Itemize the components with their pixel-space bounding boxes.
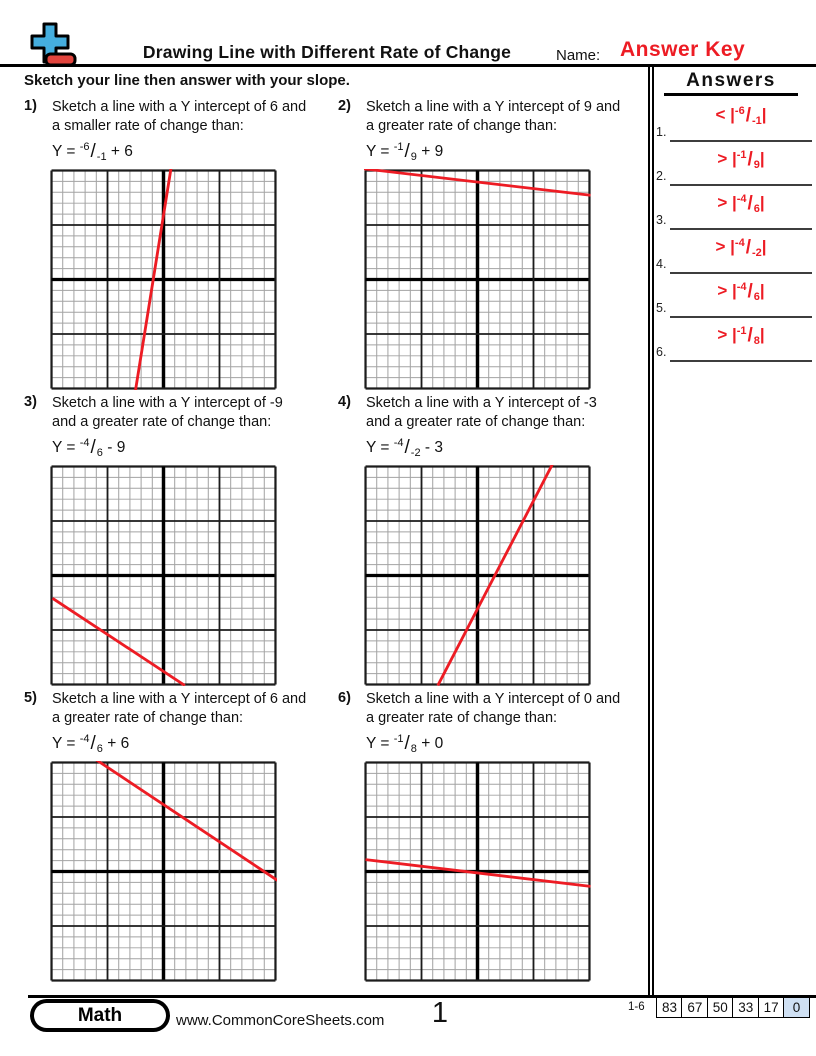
- fraction-slash: /: [747, 281, 753, 302]
- coordinate-grid: [364, 465, 591, 686]
- equation: [52, 141, 336, 166]
- score-strip: [656, 997, 810, 1018]
- score-box: 67: [681, 997, 708, 1018]
- problem-text-line2: and a greater rate of change than:: [52, 414, 272, 430]
- equation-denominator: 6: [96, 743, 103, 755]
- answer-row: [654, 324, 812, 362]
- problem-text-line1: Sketch a line with a Y intercept of 6 and: [52, 99, 307, 115]
- problem-text-line2: and a greater rate of change than:: [366, 414, 586, 430]
- answer-suffix: |: [759, 281, 765, 300]
- answer-numerator: -4: [736, 281, 747, 293]
- problem-text-line1: Sketch a line with a Y intercept of -9: [52, 395, 283, 411]
- equation-suffix: - 3: [420, 439, 443, 456]
- answer-underline: [670, 184, 812, 186]
- fraction-slash: /: [404, 141, 410, 162]
- fraction-slash: /: [90, 437, 96, 458]
- problem-number: 1): [24, 98, 37, 114]
- problem-text: [52, 394, 336, 432]
- coordinate-grid: [50, 169, 277, 390]
- answer-denominator: 6: [753, 291, 760, 303]
- name-label: Name:: [556, 47, 601, 64]
- problem-text-line1: Sketch a line with a Y intercept of 0 and: [366, 691, 621, 707]
- equation-suffix: + 6: [106, 143, 133, 160]
- equation: [52, 733, 336, 758]
- answer-suffix: |: [761, 105, 767, 124]
- answer-numerator: -4: [734, 237, 745, 249]
- equation-prefix: Y =: [366, 439, 394, 456]
- answer-prefix: > |: [717, 149, 737, 168]
- problem-text: [366, 690, 650, 728]
- answer-row: [654, 148, 812, 186]
- answer-denominator: 6: [753, 203, 760, 215]
- fraction-slash: /: [90, 141, 96, 162]
- equation-prefix: Y =: [366, 143, 394, 160]
- answer-number: 6.: [656, 345, 667, 359]
- equation-numerator: -1: [393, 141, 404, 153]
- fraction-slash: /: [747, 325, 753, 346]
- instructions-text: Sketch your line then answer with your slope.: [24, 72, 350, 89]
- answer-suffix: |: [759, 149, 765, 168]
- equation-prefix: Y =: [366, 735, 394, 752]
- equation-prefix: Y =: [52, 143, 80, 160]
- problem-3: [24, 394, 336, 686]
- problem-number: 6): [338, 690, 351, 706]
- answer-numerator: -1: [736, 149, 747, 161]
- answer-number: 3.: [656, 213, 667, 227]
- answer-number: 4.: [656, 257, 667, 271]
- problem-text: [366, 394, 650, 432]
- problem-text: [52, 690, 336, 728]
- problem-4: [338, 394, 650, 686]
- answer-number: 2.: [656, 169, 667, 183]
- problem-text-line1: Sketch a line with a Y intercept of -3: [366, 395, 597, 411]
- fraction-slash: /: [747, 149, 753, 170]
- score-range-label: 1-6: [628, 1001, 645, 1013]
- equation-numerator: -1: [393, 733, 404, 745]
- score-box: 0: [783, 997, 810, 1018]
- answer-suffix: |: [759, 325, 765, 344]
- equation-prefix: Y =: [52, 735, 80, 752]
- equation-denominator: 8: [410, 743, 417, 755]
- answer-prefix: > |: [717, 193, 737, 212]
- website-text: www.CommonCoreSheets.com: [176, 1012, 385, 1029]
- equation-numerator: -4: [79, 437, 90, 449]
- answer-value: [670, 149, 812, 171]
- coordinate-grid: [364, 169, 591, 390]
- fraction-slash: /: [404, 733, 410, 754]
- problem-text: [52, 98, 336, 136]
- fraction-slash: /: [747, 193, 753, 214]
- equation-suffix: + 0: [416, 735, 444, 752]
- answer-prefix: < |: [715, 105, 735, 124]
- page-title: Drawing Line with Different Rate of Change: [142, 42, 512, 62]
- answer-prefix: > |: [717, 281, 737, 300]
- problem-text-line2: a smaller rate of change than:: [52, 118, 244, 134]
- answer-row: [654, 192, 812, 230]
- equation: [366, 437, 650, 462]
- coordinate-grid: [50, 761, 277, 982]
- equation-numerator: -4: [79, 733, 90, 745]
- fraction-slash: /: [90, 733, 96, 754]
- answer-underline: [670, 140, 812, 142]
- answer-prefix: > |: [715, 237, 735, 256]
- answer-value: [670, 105, 812, 127]
- problem-1: [24, 98, 336, 390]
- equation: [52, 437, 336, 462]
- fraction-slash: /: [745, 237, 751, 258]
- answer-underline: [670, 272, 812, 274]
- answer-underline: [670, 360, 812, 362]
- math-badge: [30, 999, 170, 1032]
- answer-numerator: -4: [736, 193, 747, 205]
- equation: [366, 733, 650, 758]
- answers-title: Answers: [664, 70, 798, 96]
- answer-denominator: -2: [751, 247, 762, 259]
- fraction-slash: /: [745, 105, 751, 126]
- score-box: 33: [732, 997, 759, 1018]
- score-box: 50: [707, 997, 734, 1018]
- equation-suffix: - 9: [102, 439, 126, 456]
- problem-text-line1: Sketch a line with a Y intercept of 6 and: [52, 691, 307, 707]
- answer-number: 1.: [656, 125, 667, 139]
- problem-6: [338, 690, 650, 982]
- equation-suffix: + 6: [102, 735, 130, 752]
- problem-number: 5): [24, 690, 37, 706]
- answer-denominator: 8: [753, 335, 760, 347]
- equation-denominator: -2: [410, 447, 421, 459]
- equation-denominator: -1: [96, 151, 107, 163]
- answer-row: [654, 280, 812, 318]
- answer-denominator: -1: [751, 115, 762, 127]
- answer-row: [654, 104, 812, 142]
- problem-text-line2: a greater rate of change than:: [366, 710, 558, 726]
- answer-suffix: |: [759, 193, 765, 212]
- score-box: 83: [656, 997, 683, 1018]
- problem-number: 3): [24, 394, 37, 410]
- answer-denominator: 9: [753, 159, 760, 171]
- header-rule: [0, 64, 816, 67]
- answer-value: [670, 193, 812, 215]
- equation-suffix: + 9: [416, 143, 444, 160]
- answer-underline: [670, 316, 812, 318]
- problem-number: 4): [338, 394, 351, 410]
- answer-underline: [670, 228, 812, 230]
- answer-suffix: |: [761, 237, 767, 256]
- equation: [366, 141, 650, 166]
- problem-2: [338, 98, 650, 390]
- problem-text-line2: a greater rate of change than:: [366, 118, 558, 134]
- score-box: 17: [758, 997, 785, 1018]
- answer-value: [670, 237, 812, 259]
- answer-key-text: Answer Key: [620, 38, 746, 61]
- answer-prefix: > |: [717, 325, 737, 344]
- coordinate-grid: [50, 465, 277, 686]
- coordinate-grid: [364, 761, 591, 982]
- problem-number: 2): [338, 98, 351, 114]
- answer-numerator: -6: [734, 105, 745, 117]
- problem-text-line2: a greater rate of change than:: [52, 710, 244, 726]
- answer-value: [670, 281, 812, 303]
- problem-5: [24, 690, 336, 982]
- equation-numerator: -4: [393, 437, 404, 449]
- fraction-slash: /: [404, 437, 410, 458]
- answer-value: [670, 325, 812, 347]
- answer-number: 5.: [656, 301, 667, 315]
- problem-text-line1: Sketch a line with a Y intercept of 9 and: [366, 99, 621, 115]
- equation-denominator: 9: [410, 151, 417, 163]
- equation-prefix: Y =: [52, 439, 80, 456]
- answer-numerator: -1: [736, 325, 747, 337]
- equation-denominator: 6: [96, 447, 103, 459]
- equation-numerator: -6: [79, 141, 90, 153]
- page-number: 1: [431, 997, 449, 1029]
- problem-text: [366, 98, 650, 136]
- answer-row: [654, 236, 812, 274]
- math-badge-label: Math: [34, 1003, 166, 1028]
